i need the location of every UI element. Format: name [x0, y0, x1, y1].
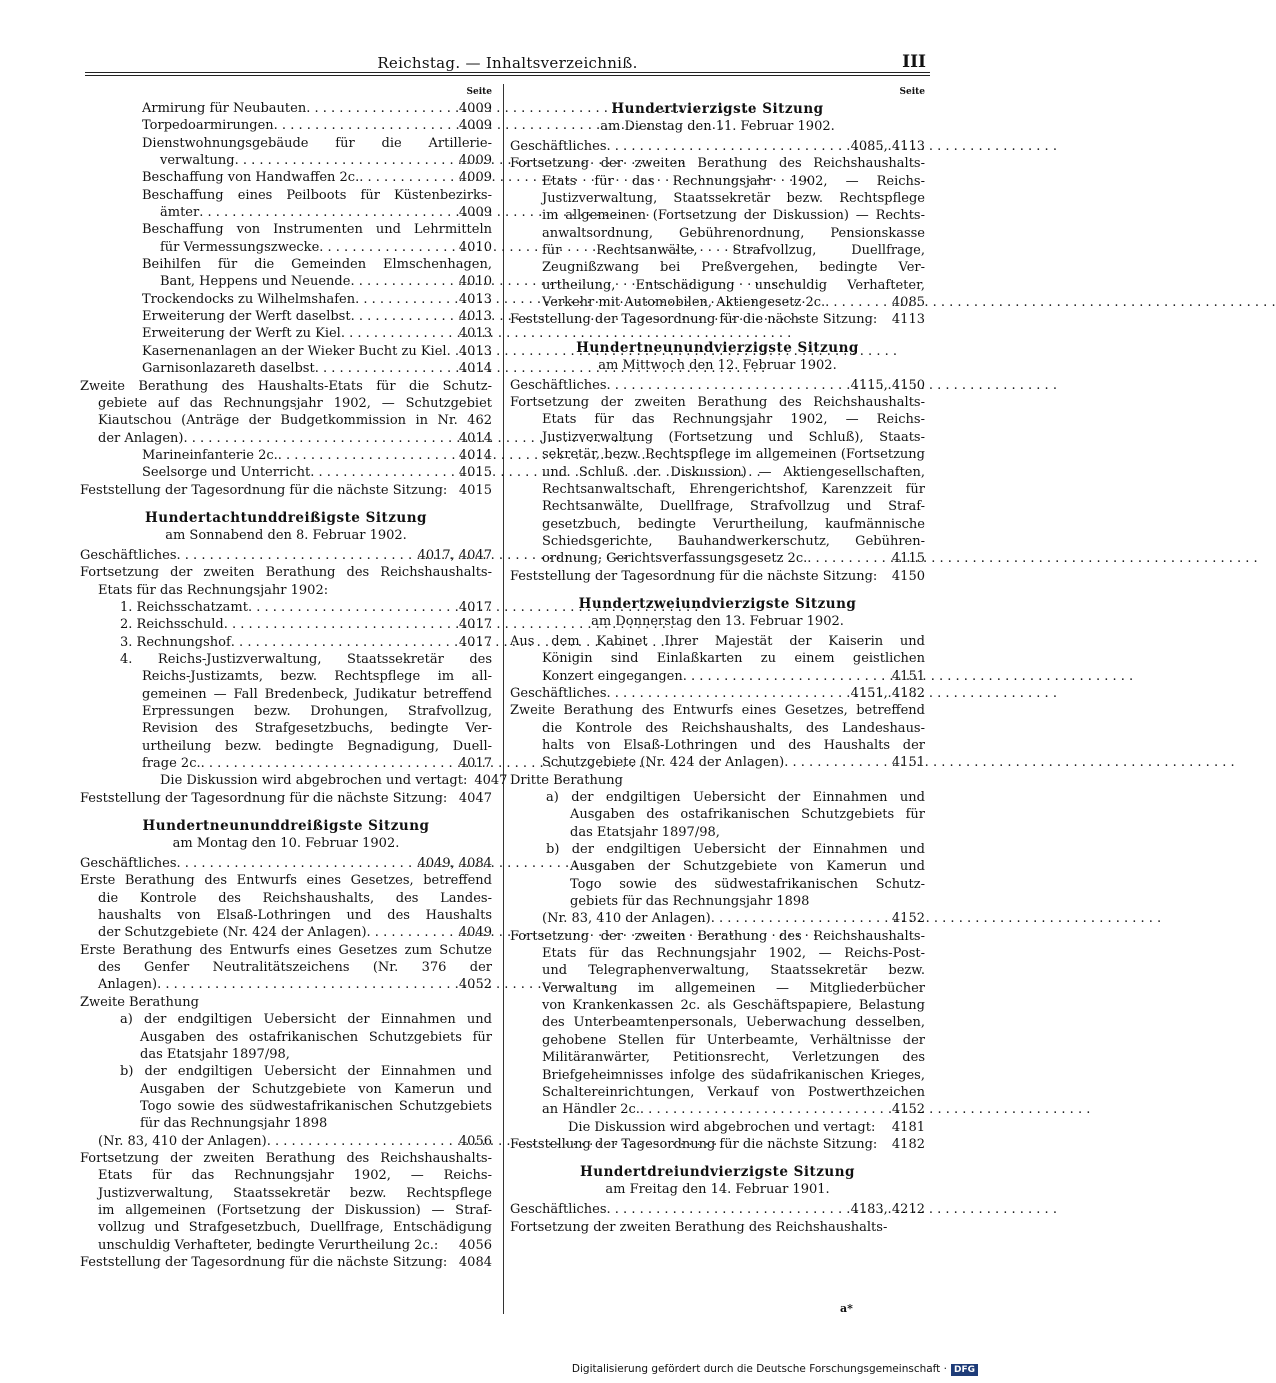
- page-reference: 4152: [891, 1102, 925, 1118]
- entry-text: Erste Berathung des Entwurfs eines Gesetzes zum Schutze: [80, 942, 492, 958]
- entry-text: Konzert eingegangen: [542, 668, 683, 684]
- page-reference: 4151: [891, 668, 925, 684]
- entry-text: für Vermessungszwecke: [160, 239, 320, 255]
- toc-entry: [80, 256, 492, 291]
- toc-entry: [80, 117, 492, 134]
- toc-entry: [80, 651, 492, 772]
- page-reference: 4009: [458, 205, 492, 221]
- leader-dots: [157, 976, 456, 993]
- toc-entry: [80, 100, 492, 117]
- entry-text: Garnisonlazareth daselbst: [142, 361, 315, 377]
- leader-dots: [807, 550, 889, 567]
- page-reference: 4183, 4212: [850, 1202, 925, 1218]
- entry-text: Königin sind Einlaßkarten zu einem geistlichen: [542, 651, 925, 667]
- entry-text: (Nr. 83, 410 der Anlagen): [98, 1133, 267, 1149]
- leader-dots: [319, 239, 456, 256]
- toc-entry: [80, 599, 492, 616]
- entry-text: Etats für das Rechnungsjahr 1902, — Reichs-: [542, 412, 925, 428]
- entry-text: vollzug und Strafgesetzbuch, Duellfrage, Entschädigung: [98, 1220, 492, 1236]
- toc-entry: [510, 685, 925, 702]
- entry-text: des Genfer Neutralitätszeichens (Nr. 376 der: [98, 960, 492, 976]
- leader-dots: [607, 685, 848, 702]
- entry-text: Armirung für Neubauten: [142, 101, 307, 116]
- entry-text: Ausgaben der Schutzgebiete von Kamerun und: [140, 1081, 492, 1097]
- entry-text: Feststellung der Tagesordnung für die nächste Sitzung:: [80, 482, 448, 498]
- page-reference: 4009: [458, 101, 492, 116]
- leader-dots: [607, 138, 848, 155]
- entry-text: gemeinen — Fall Bredenbeck, Judikatur betreffend: [142, 686, 492, 702]
- session-date: am Montag den 10. Februar 1902.: [172, 836, 400, 852]
- entry-text: ämter: [160, 205, 200, 221]
- toc-entry: [80, 169, 492, 186]
- entry-text: Seelsorge und Unterricht: [142, 465, 311, 481]
- page-reference: 4151: [891, 755, 925, 771]
- session-heading: Hundertzweiundvierzigste Sitzung: [578, 595, 857, 612]
- page-reference: 4014: [458, 447, 492, 463]
- entry-text: im allgemeinen (Fortsetzung der Diskussion) — Rechts-: [542, 208, 925, 224]
- entry-text: Rechtsanwälte, Duellfrage, Strafvollzug und Straf-: [542, 499, 925, 515]
- toc-entry: [80, 325, 492, 342]
- session-heading: Hundertneunundvierzigste Sitzung: [576, 339, 859, 356]
- entry-text: Beschaffung eines Peilboots für Küstenbezirks-: [142, 187, 492, 203]
- page-reference: 4182: [891, 1136, 925, 1152]
- entry-text: Erweiterung der Werft zu Kiel: [142, 326, 341, 342]
- entry-text: Torpedoarmirungen: [142, 118, 274, 134]
- entry-text: Schutzgebiete (Nr. 424 der Anlagen): [542, 755, 785, 771]
- entry-text: im allgemeinen (Fortsetzung der Diskussion) — Straf-: [98, 1202, 492, 1218]
- page-reference: 4052: [458, 977, 492, 993]
- page-reference: 4017: [458, 617, 492, 633]
- dfg-logo: DFG: [951, 1364, 978, 1376]
- entry-text: Revision des Strafgesetzbuchs, bedingte Ver-: [142, 721, 492, 737]
- toc-entry: [80, 634, 492, 651]
- entry-text: unschuldig Verhafteter, bedingte Verurtheilung 2c.:: [98, 1237, 439, 1253]
- leader-dots: [711, 910, 889, 927]
- leader-dots: [177, 547, 415, 564]
- toc-entry: [80, 1063, 492, 1132]
- entry-text: Aus dem Kabinet Ihrer Majestät der Kaiserin und: [510, 633, 925, 649]
- page-reference: 4085: [891, 295, 925, 311]
- entry-text: Etats für das Rechnungsjahr 1902:: [98, 582, 329, 598]
- header-rule: [85, 72, 930, 73]
- leader-dots: [355, 291, 456, 308]
- toc-entry: [510, 568, 925, 585]
- entry-text: Geschäftliches: [80, 856, 177, 872]
- entry-text: die Kontrole des Reichshaushalts, des Landes-: [98, 890, 492, 906]
- toc-entry: [80, 942, 492, 994]
- toc-entry: [510, 1136, 925, 1153]
- session-heading: Hundertachtunddreißigste Sitzung: [145, 509, 427, 526]
- entry-text: Erweiterung der Werft daselbst: [142, 309, 351, 325]
- leader-dots: [607, 1201, 848, 1218]
- entry-text: Dritte Berathung: [510, 772, 623, 788]
- entry-text: Beschaffung von Instrumenten und Lehrmitteln: [142, 222, 492, 238]
- entry-text: Ausgaben des ostafrikanischen Schutzgebiets für: [570, 807, 925, 823]
- entry-text: Erste Berathung des Entwurfs eines Gesetzes, betreffend: [80, 873, 492, 889]
- running-header: [85, 50, 930, 74]
- leader-dots: [350, 273, 455, 290]
- leader-dots: [607, 377, 848, 394]
- right-column: [510, 86, 925, 1236]
- entry-text: 3. Rechnungshof: [120, 634, 231, 650]
- entry-text: Beihilfen für die Gemeinden Elmschenhagen,: [142, 257, 492, 273]
- entry-text: Zweite Berathung des Haushalts-Etats für die Schutz-: [80, 378, 492, 394]
- toc-entry: [80, 378, 492, 447]
- page-reference: 4113: [891, 312, 925, 328]
- page-reference: 4017: [458, 756, 492, 772]
- entry-text: Geschäftliches: [510, 377, 607, 393]
- page-reference: 4181: [891, 1119, 925, 1135]
- entry-text: sekretär, bezw. Rechtspflege im allgemeinen (Fortsetzung: [542, 447, 925, 463]
- page-reference: 4009: [458, 170, 492, 186]
- leader-dots: [248, 599, 456, 616]
- toc-entry: [80, 464, 492, 481]
- entry-text: Kasernenanlagen an der Wieker Bucht zu Kiel: [142, 343, 447, 359]
- session-heading: Hundertdreiundvierzigste Sitzung: [580, 1164, 855, 1181]
- entry-text: Fortsetzung der zweiten Berathung des Reichshaushalts-: [510, 928, 925, 944]
- page-reference: 4015: [458, 482, 492, 498]
- toc-entry: [510, 702, 925, 771]
- entry-text: Togo sowie des südwestafrikanischen Schutz-: [570, 876, 925, 892]
- entry-text: b) der endgiltigen Uebersicht der Einnahmen und: [546, 842, 925, 858]
- entry-text: Bant, Heppens und Neuende: [160, 274, 351, 290]
- entry-text: Erpressungen bezw. Drohungen, Strafvollzug,: [142, 704, 492, 719]
- entry-text: an Händler 2c.: [542, 1102, 640, 1118]
- leader-dots: [784, 754, 889, 771]
- signature-mark: a*: [840, 1302, 853, 1315]
- session-date: am Dienstag den 11. Februar 1902.: [600, 119, 835, 134]
- page-reference: 4010: [458, 274, 492, 290]
- entry-text: gehobene Stellen für Unterbeamte, Verhältnisse der: [542, 1032, 925, 1048]
- toc-entry: [510, 394, 925, 567]
- toc-entry: [80, 790, 492, 807]
- entry-text: ordnung, Gerichtsverfassungsgesetz 2c.: [542, 551, 808, 567]
- toc-entry: [510, 155, 925, 311]
- entry-text: Feststellung der Tagesordnung für die nächste Sitzung:: [510, 312, 878, 328]
- leader-dots: [683, 668, 889, 685]
- entry-text: Fortsetzung der zweiten Berathung des Reichshaushalts-: [510, 156, 925, 172]
- leader-dots: [235, 152, 456, 169]
- page-reference: 4014: [458, 430, 492, 446]
- toc-entry: [510, 1219, 925, 1236]
- toc-entry: [510, 377, 925, 394]
- toc-entry: [510, 633, 925, 685]
- entry-text: frage 2c.: [142, 756, 201, 772]
- entry-text: haushalts von Elsaß-Lothringen und des Haushalts: [98, 908, 492, 924]
- entry-text: Fortsetzung der zweiten Berathung des Reichshaushalts-: [510, 1219, 888, 1235]
- entry-text: Justizverwaltung (Fortsetzung und Schluß), Staats-: [542, 429, 925, 445]
- toc-entry: [510, 928, 925, 1119]
- page-reference: 4150: [891, 568, 925, 584]
- entry-text: Die Diskussion wird abgebrochen und vertagt:: [568, 1119, 876, 1135]
- entry-text: Rechtsanwaltschaft, Ehrengerichtshof, Karenzzeit für: [542, 481, 925, 497]
- leader-dots: [278, 447, 456, 464]
- toc-entry: [510, 138, 925, 155]
- entry-text: das Etatsjahr 1897/98,: [570, 824, 720, 840]
- entry-text: halts von Elsaß-Lothringen und des Haushalts der: [542, 737, 925, 753]
- toc-entry: [510, 841, 925, 910]
- toc-entry: [80, 308, 492, 325]
- column-divider: [503, 84, 504, 1314]
- toc-entry: [510, 1119, 925, 1136]
- entry-text: a) der endgiltigen Uebersicht der Einnahmen und: [546, 790, 925, 805]
- leader-dots: [231, 634, 456, 651]
- page-reference: 4047: [458, 790, 492, 806]
- toc-entry: [80, 1150, 492, 1254]
- session-date: am Donnerstag den 13. Februar 1902.: [591, 613, 844, 629]
- toc-entry: [80, 1011, 492, 1063]
- leader-dots: [267, 1133, 456, 1150]
- page-reference: 4013: [458, 291, 492, 307]
- entry-text: Geschäftliches: [510, 139, 607, 154]
- toc-entry: [80, 291, 492, 308]
- seite-label: Seite: [466, 87, 492, 97]
- entry-text: urtheilung, Entschädigung unschuldig Verhafteter,: [542, 277, 925, 293]
- toc-entry: [80, 564, 492, 599]
- entry-text: Zweite Berathung des Entwurfs eines Gesetzes, betreffend: [510, 703, 925, 719]
- toc-entry: [80, 855, 492, 872]
- entry-text: 1. Reichsschatzamt: [120, 599, 248, 615]
- session-heading: Hundertneununddreißigste Sitzung: [142, 818, 430, 835]
- toc-entry: [80, 994, 492, 1011]
- entry-text: Militäranwärter, Petitionsrecht, Verletzungen des: [542, 1050, 925, 1066]
- entry-text: das Etatsjahr 1897/98,: [140, 1046, 290, 1062]
- entry-text: Verkehr mit Automobilen, Aktiengesetz 2c.: [542, 295, 826, 311]
- entry-text: gebiets für das Rechnungsjahr 1898: [570, 894, 810, 910]
- entry-text: Schiedsgerichte, Bauhandwerkerschutz, Gebühren-: [542, 533, 925, 549]
- entry-text: Trockendocks zu Wilhelmshafen: [142, 291, 356, 307]
- left-column: [80, 86, 508, 1271]
- page-reference: 4013: [458, 326, 492, 342]
- entry-text: Justizverwaltung, Staatssekretär bezw. Rechtspflege: [542, 191, 925, 207]
- page-reference: 4056: [458, 1133, 492, 1149]
- entry-text: Reichs-Justizamts, bezw. Rechtspflege im all-: [142, 669, 492, 685]
- leader-dots: [351, 308, 456, 325]
- session-date: am Sonnabend den 8. Februar 1902.: [165, 527, 407, 543]
- entry-text: Justizverwaltung, Staatssekretär bezw. Rechtspflege: [98, 1185, 492, 1201]
- entry-text: verwaltung: [160, 153, 235, 169]
- entry-text: 2. Reichsschuld: [120, 617, 224, 633]
- leader-dots: [306, 100, 456, 117]
- toc-entry: [80, 447, 492, 464]
- entry-text: Fortsetzung der zweiten Berathung des Reichshaushalts-: [510, 395, 925, 411]
- footer-text: Digitalisierung gefördert durch die Deutsche Forschungsgemeinschaft ·: [571, 1363, 947, 1375]
- session-heading: Hundertvierzigste Sitzung: [611, 101, 824, 117]
- page-reference: 4151, 4182: [850, 685, 925, 701]
- leader-dots: [224, 616, 456, 633]
- entry-text: Beschaffung von Handwaffen 2c.: [142, 170, 360, 186]
- page-reference: 4017: [458, 599, 492, 615]
- entry-text: Schaltereinrichtungen, Verkauf von Postwerthzeichen: [542, 1084, 925, 1100]
- seite-label: Seite: [899, 87, 925, 97]
- entry-text: Marineinfanterie 2c.: [142, 447, 278, 463]
- leader-dots: [640, 1101, 889, 1118]
- toc-entry: [80, 343, 492, 360]
- entry-text: Fortsetzung der zweiten Berathung des Reichshaushalts-: [80, 1150, 492, 1166]
- leader-dots: [310, 464, 456, 481]
- entry-text: von Krankenkassen 2c. als Geschäftspapiere, Belastung: [542, 998, 925, 1014]
- page-reference: 4152: [891, 911, 925, 927]
- page-reference: 4115, 4150: [850, 377, 925, 393]
- header-rule-double: [85, 75, 930, 76]
- leader-dots: [359, 169, 456, 186]
- page-reference: 4010: [458, 239, 492, 255]
- entry-text: Verwaltung im allgemeinen — Mitgliederbücher: [542, 980, 925, 996]
- entry-text: Etats für das Rechnungsjahr 1902, — Reichs-: [98, 1168, 492, 1184]
- page-reference: 4013: [458, 309, 492, 325]
- entry-text: Feststellung der Tagesordnung für die nächste Sitzung:: [510, 568, 878, 584]
- toc-entry: [510, 910, 925, 927]
- entry-text: für das Rechnungsjahr 1898: [140, 1116, 328, 1132]
- leader-dots: [184, 430, 456, 447]
- session-date: am Mittwoch den 12. Februar 1902.: [598, 357, 837, 373]
- header-title: Reichstag. — Inhaltsverzeichniß.: [377, 54, 638, 72]
- toc-entry: [510, 311, 925, 328]
- entry-text: Etats für das Rechnungsjahr 1902, — Reichs-: [542, 173, 925, 189]
- entry-text: der Schutzgebiete (Nr. 424 der Anlagen): [98, 925, 367, 941]
- page-reference: 4015: [458, 465, 492, 481]
- entry-text: der Anlagen): [98, 430, 184, 446]
- toc-entry: [80, 547, 492, 564]
- entry-text: Etats für das Rechnungsjahr 1902, — Reichs-Post-: [542, 946, 925, 962]
- toc-entry: [80, 360, 492, 377]
- page-reference: 4009: [458, 118, 492, 134]
- page-reference: 4017: [458, 634, 492, 650]
- entry-text: Ausgaben der Schutzgebiete von Kamerun und: [570, 859, 925, 875]
- leader-dots: [177, 855, 415, 872]
- toc-entry: [510, 772, 925, 789]
- entry-text: Feststellung der Tagesordnung für die nächste Sitzung:: [80, 790, 448, 806]
- entry-text: Geschäftliches: [80, 547, 177, 563]
- toc-entry: [80, 135, 492, 170]
- page-reference: 4084: [458, 1254, 492, 1270]
- entry-text: Zweite Berathung: [80, 994, 199, 1010]
- page-reference: 4085, 4113: [850, 139, 925, 154]
- entry-text: anwaltsordnung, Gebührenordnung, Pensionskasse: [542, 225, 925, 241]
- leader-dots: [274, 117, 456, 134]
- entry-text: gebiete auf das Rechnungsjahr 1902, — Schutzgebiet: [98, 395, 492, 411]
- entry-text: Geschäftliches: [510, 1202, 607, 1218]
- leader-dots: [199, 204, 456, 221]
- page-number: III: [902, 52, 926, 72]
- page-reference: 4047: [474, 773, 508, 789]
- entry-text: Dienstwohnungsgebäude für die Artillerie-: [142, 135, 492, 151]
- toc-entry: [80, 772, 508, 789]
- entry-text: Kiautschou (Anträge der Budgetkommission in Nr. 462: [98, 413, 492, 429]
- toc-entry: [80, 872, 492, 941]
- footer: [0, 1363, 1000, 1376]
- toc-entry: [80, 1254, 492, 1271]
- entry-text: a) der endgiltigen Uebersicht der Einnahmen und: [120, 1012, 492, 1028]
- leader-dots: [825, 294, 889, 311]
- entry-text: Anlagen): [98, 977, 158, 993]
- entry-text: Die Diskussion wird abgebrochen und vertagt:: [160, 773, 468, 789]
- entry-text: Zeugnißzwang bei Preßvergehen, bedingte Ver-: [542, 260, 925, 276]
- page-reference: 4056: [458, 1237, 492, 1253]
- leader-dots: [315, 360, 456, 377]
- leader-dots: [367, 924, 456, 941]
- leader-dots: [201, 755, 456, 772]
- page-reference: 4049, 4084: [417, 856, 492, 872]
- toc-entry: [510, 789, 925, 841]
- entry-text: Geschäftliches: [510, 685, 607, 701]
- toc-entry: [80, 1133, 492, 1150]
- entry-text: b) der endgiltigen Uebersicht der Einnahmen und: [120, 1064, 492, 1080]
- page-reference: 4014: [458, 361, 492, 377]
- entry-text: des Unterbeamtenpersonals, Ueberwachung desselben,: [542, 1015, 925, 1031]
- leader-dots: [447, 343, 456, 360]
- session-date: am Freitag den 14. Februar 1901.: [605, 1182, 830, 1198]
- toc-entry: [80, 187, 492, 222]
- entry-text: Togo sowie des südwestafrikanischen Schutzgebiets: [140, 1098, 492, 1114]
- page-reference: 4013: [458, 343, 492, 359]
- page-reference: 4009: [458, 153, 492, 169]
- page-reference: 4049: [458, 925, 492, 941]
- entry-text: Feststellung der Tagesordnung für die nächste Sitzung:: [510, 1136, 878, 1152]
- entry-text: 4. Reichs-Justizverwaltung, Staatssekretär des: [120, 651, 492, 667]
- entry-text: urtheilung bezw. bedingte Begnadigung, Duell-: [142, 738, 492, 754]
- toc-entry: [80, 482, 492, 499]
- entry-text: die Kontrole des Reichshaushalts, des Landeshaus-: [542, 720, 925, 736]
- page-reference: 4115: [891, 551, 925, 567]
- entry-text: (Nr. 83, 410 der Anlagen): [542, 911, 711, 927]
- toc-entry: [80, 221, 492, 256]
- toc-entry: [510, 1201, 925, 1218]
- entry-text: und Telegraphenverwaltung, Staatssekretär bezw.: [542, 963, 925, 979]
- entry-text: gesetzbuch, bedingte Verurtheilung, kaufmännische: [542, 516, 925, 532]
- toc-entry: [80, 616, 492, 633]
- entry-text: Ausgaben des ostafrikanischen Schutzgebiets für: [140, 1029, 492, 1045]
- entry-text: Briefgeheimnisses infolge des südafrikanischen Krieges,: [542, 1067, 925, 1083]
- entry-text: für Rechtsanwälte, Strafvollzug, Duellfrage,: [542, 243, 925, 259]
- entry-text: und Schluß der Diskussion) — Aktiengesellschaften,: [542, 464, 925, 480]
- page-reference: 4017, 4047: [417, 547, 492, 563]
- leader-dots: [341, 325, 456, 342]
- entry-text: Feststellung der Tagesordnung für die nächste Sitzung:: [80, 1254, 448, 1270]
- entry-text: Fortsetzung der zweiten Berathung des Reichshaushalts-: [80, 565, 492, 581]
